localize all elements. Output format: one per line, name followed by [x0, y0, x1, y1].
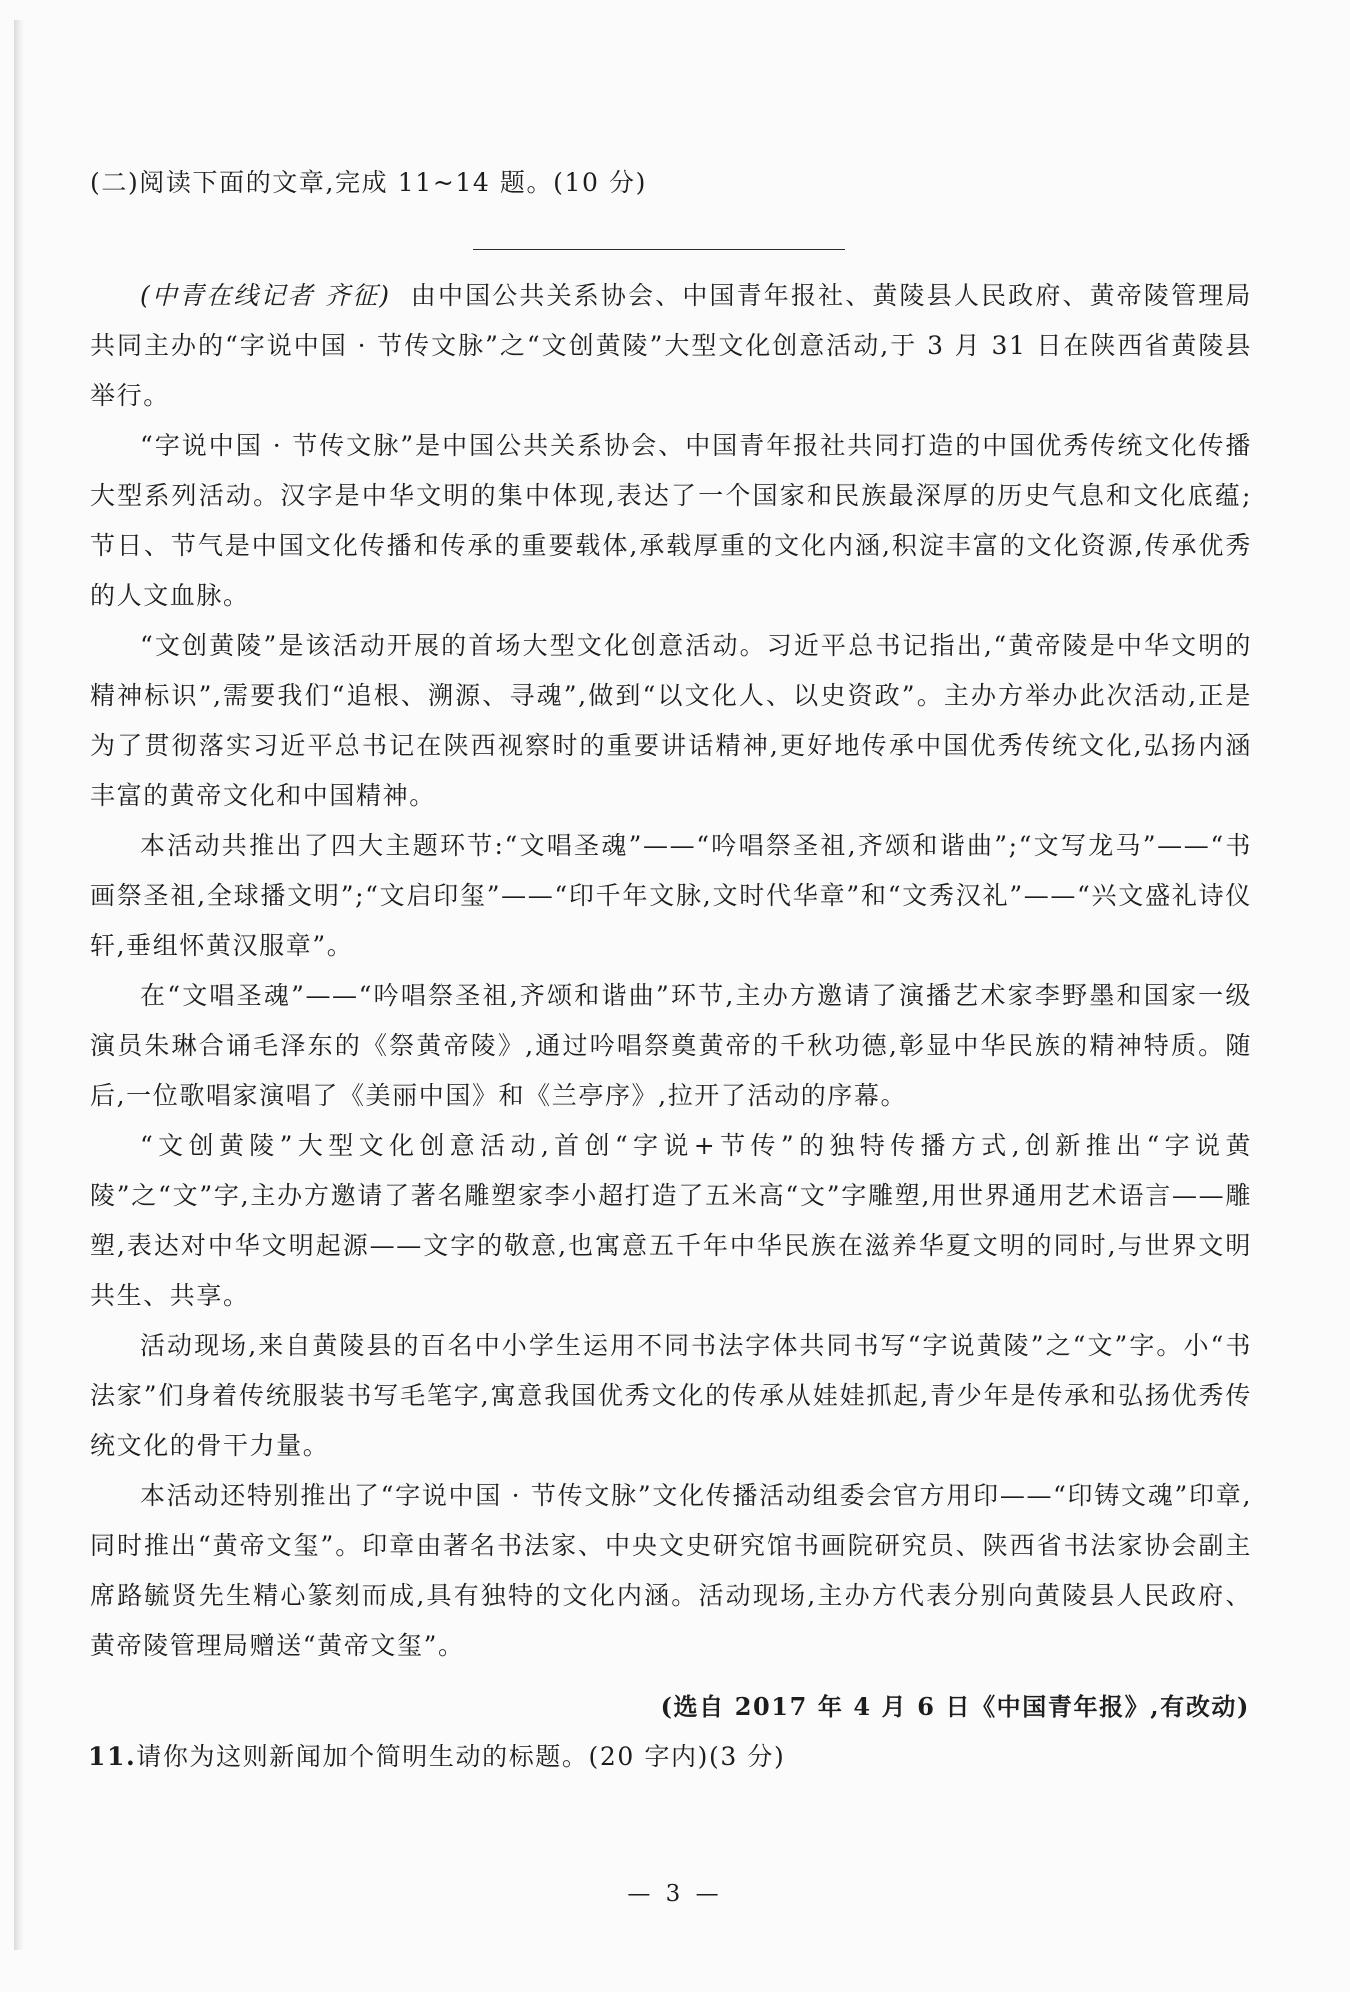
title-answer-blank — [473, 249, 845, 250]
scan-shadow-edge — [14, 20, 24, 1950]
article-paragraph: 在“文唱圣魂”——“吟唱祭圣祖,齐颂和谐曲”环节,主办方邀请了演播艺术家李野墨和国家一级演员朱琳合诵毛泽东的《祭黄帝陵》,通过吟唱祭奠黄帝的千秋功德,彰显中华民族的精神特质。随后,一位歌唱家演唱了《美丽中国》和《兰亭序》,拉开了活动的序幕。 — [90, 981, 1252, 1110]
article-paragraph: 本活动共推出了四大主题环节:“文唱圣魂”——“吟唱祭圣祖,齐颂和谐曲”;“文写龙马”——“书画祭圣祖,全球播文明”;“文启印玺”——“印千年文脉,文时代华章”和“文秀汉礼”——“兴文盛礼诗仪轩,垂组怀黄汉服章”。 — [90, 831, 1252, 960]
question-number: 11. — [88, 1742, 137, 1771]
article-paragraph — [90, 271, 1252, 421]
question-text: 请你为这则新闻加个简明生动的标题。(20 字内)(3 分) — [136, 1742, 786, 1771]
article-paragraph: “字说中国 · 节传文脉”是中国公共关系协会、中国青年报社共同打造的中国优秀传统文化传播大型系列活动。汉字是中华文明的集中体现,表达了一个国家和民族最深厚的历史气息和文化底蕴;节日、节气是中国文化传播和传承的重要载体,承载厚重的文化内涵,积淀丰富的文化资源,传承优秀的人文血脉。 — [90, 431, 1252, 610]
byline: (中青在线记者 齐征) — [140, 281, 391, 310]
article-source: (选自 2017 年 4 月 6 日《中国青年报》,有改动) — [660, 1692, 1250, 1721]
page-number: — 3 — — [627, 1881, 723, 1907]
article-paragraph: 本活动还特别推出了“字说中国 · 节传文脉”文化传播活动组委会官方用印——“印铸文魂”印章,同时推出“黄帝文玺”。印章由著名书法家、中央文史研究馆书画院研究员、陕西省书法家协会副主席路毓贤先生精心篆刻而成,具有独特的文化内涵。活动现场,主办方代表分别向黄陵县人民政府、黄帝陵管理局赠送“黄帝文玺”。 — [90, 1481, 1252, 1660]
paragraph-text: 由中国公共关系协会、中国青年报社、黄陵县人民政府、黄帝陵管理局共同主办的“字说中国 · 节传文脉”之“文创黄陵”大型文化创意活动,于 3 月 31 日在陕西省黄陵县举行。 — [90, 281, 1252, 410]
article-paragraph: 活动现场,来自黄陵县的百名中小学生运用不同书法字体共同书写“字说黄陵”之“文”字。小“书法家”们身着传统服装书写毛笔字,寓意我国优秀文化的传承从娃娃抓起,青少年是传承和弘扬优秀传统文化的骨干力量。 — [90, 1331, 1252, 1460]
section-heading: (二)阅读下面的文章,完成 11~14 题。(10 分) — [90, 168, 647, 197]
article-paragraph: “文创黄陵”大型文化创意活动,首创“字说+节传”的独特传播方式,创新推出“字说黄陵”之“文”字,主办方邀请了著名雕塑家李小超打造了五米高“文”字雕塑,用世界通用艺术语言——雕塑,表达对中华文明起源——文字的敬意,也寓意五千年中华民族在滋养华夏文明的同时,与世界文明共生、共享。 — [90, 1131, 1252, 1310]
article-paragraph: “文创黄陵”是该活动开展的首场大型文化创意活动。习近平总书记指出,“黄帝陵是中华文明的精神标识”,需要我们“追根、溯源、寻魂”,做到“以文化人、以史资政”。主办方举办此次活动,正是为了贯彻落实习近平总书记在陕西视察时的重要讲话精神,更好地传承中国优秀传统文化,弘扬内涵丰富的黄帝文化和中国精神。 — [90, 631, 1252, 810]
question-11 — [88, 1737, 785, 1777]
article-body — [90, 271, 1252, 1671]
